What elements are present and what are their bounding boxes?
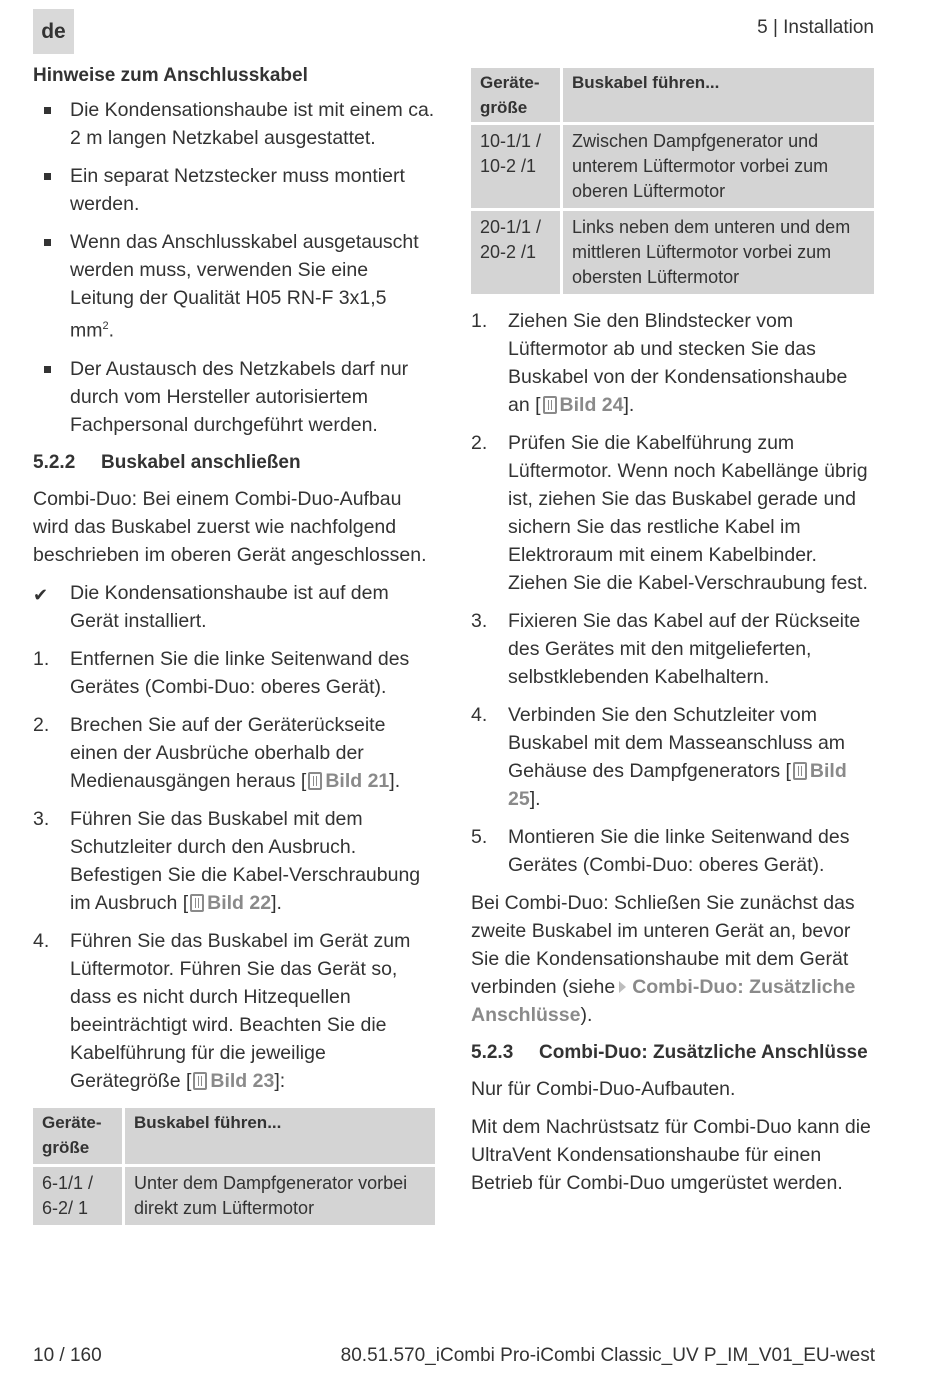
section-number: 5.2.2 bbox=[33, 451, 76, 473]
step-number: 1. bbox=[471, 310, 488, 332]
step-text-end: ]. bbox=[271, 891, 282, 914]
superscript: 2 bbox=[102, 320, 109, 332]
steps-list-left bbox=[33, 645, 435, 1095]
section-number: 5.2.3 bbox=[471, 1042, 514, 1063]
bullet-square-icon bbox=[44, 173, 51, 180]
bullet-square-icon bbox=[44, 366, 51, 373]
combi-duo-note bbox=[471, 889, 874, 1029]
figure-book-icon bbox=[543, 396, 557, 414]
bullet-text: Die Kondensationshaube ist mit einem ca. 2 m langen Netzkabel ausgestattet. bbox=[70, 99, 435, 149]
note-text-end: ). bbox=[580, 1004, 593, 1026]
step-text: Fixieren Sie das Kabel auf der Rückseite des Gerätes mit den mitgelieferten, selbstklebenden Kabelhaltern. bbox=[508, 610, 861, 688]
step-item bbox=[471, 429, 874, 597]
figure-link[interactable]: Bild 22 bbox=[207, 891, 272, 914]
cable-routing-table-large bbox=[468, 65, 877, 297]
table-cell-size: 6-1/1 / 6-2/ 1 bbox=[33, 1167, 122, 1225]
step-text-end: ]: bbox=[274, 1069, 286, 1092]
step-item bbox=[33, 805, 435, 917]
step-number: 4. bbox=[33, 929, 50, 952]
table-row bbox=[471, 211, 874, 294]
table-header-row bbox=[33, 1108, 435, 1164]
precondition-text: Die Kondensationshaube ist auf dem Gerät installiert. bbox=[70, 581, 389, 632]
step-item bbox=[471, 307, 874, 419]
figure-link[interactable]: Bild 25 bbox=[508, 760, 847, 810]
step-text: Prüfen Sie die Kabelführung zum Lüftermotor. Wenn noch Kabellänge übrig ist, ziehen Sie das Buskabel gerade und sichern Sie das restliche Kabel im Elektroraum mit einem Kabelbinder. Ziehen Sie die Kabel-Verschraubung fest. bbox=[508, 432, 868, 594]
section-heading-5-2-2 bbox=[33, 449, 435, 477]
figure-link[interactable]: Bild 21 bbox=[325, 769, 390, 792]
precondition bbox=[33, 579, 435, 635]
table-cell-size: 10-1/1 / 10-2 /1 bbox=[471, 125, 560, 208]
document-id: 80.51.570_iCombi Pro-iCombi Classic_UV P_IM_V01_EU-west bbox=[340, 1345, 875, 1366]
step-text-end: ]. bbox=[623, 394, 635, 416]
step-text: Brechen Sie auf der Geräterückseite einen der Ausbrüche oberhalb der Medienausgängen heraus [ bbox=[70, 713, 386, 792]
bullet-text: Wenn das Anschlusskabel ausgetauscht werden muss, verwenden Sie eine Leitung der Qualität H05 RN-F 3x1,5 mm bbox=[70, 231, 419, 342]
figure-link[interactable]: Bild 24 bbox=[559, 394, 624, 416]
step-text: Verbinden Sie den Schutzleiter vom Buskabel mit dem Masseanschluss am Gehäuse des Dampfgenerators [ bbox=[508, 704, 846, 782]
bullet-text: Der Austausch des Netzkabels darf nur durch vom Hersteller autorisiertem Fachpersonal durchgeführt werden. bbox=[70, 357, 409, 436]
bullet-square-icon bbox=[44, 239, 51, 246]
step-number: 3. bbox=[471, 610, 488, 632]
step-number: 2. bbox=[33, 713, 50, 736]
step-text: Montieren Sie die linke Seitenwand des Gerätes (Combi-Duo: oberes Gerät). bbox=[508, 826, 850, 876]
intro-paragraph: Combi-Duo: Bei einem Combi-Duo-Aufbau wird das Buskabel zuerst wie nachfolgend beschrieben im oberen Gerät angeschlossen. bbox=[33, 487, 427, 566]
table-header-routing: Buskabel führen... bbox=[563, 68, 874, 122]
step-text: Ziehen Sie den Blindstecker vom Lüftermotor ab und stecken Sie das Buskabel von der Kondensationshaube an [ bbox=[508, 310, 848, 416]
figure-book-icon bbox=[193, 1072, 207, 1090]
table-header-size: Geräte-größe bbox=[471, 68, 560, 122]
checkmark-icon: ✔ bbox=[33, 584, 49, 605]
step-item bbox=[471, 823, 874, 879]
step-number: 4. bbox=[471, 704, 488, 726]
table-cell-routing: Zwischen Dampfgenerator und unterem Lüftermotor vorbei zum oberen Lüftermotor bbox=[563, 125, 874, 208]
chapter-header: 5 | Installation bbox=[757, 17, 874, 38]
cable-notes-list bbox=[33, 96, 435, 439]
table-header-row bbox=[471, 68, 874, 122]
table-row bbox=[33, 1167, 435, 1225]
table-cell-routing: Links neben dem unteren und dem mittleren Lüftermotor vorbei zum obersten Lüftermotor bbox=[563, 211, 874, 294]
step-item bbox=[33, 645, 435, 701]
cross-reference-link[interactable]: Combi-Duo: Zusätzliche Anschlüsse bbox=[471, 976, 856, 1026]
right-column bbox=[471, 66, 874, 1197]
cable-routing-table-small bbox=[30, 1105, 438, 1228]
list-item bbox=[33, 162, 435, 218]
cable-notes-heading: Hinweise zum Anschlusskabel bbox=[33, 65, 308, 86]
step-item bbox=[33, 711, 435, 795]
steps-list-right bbox=[471, 307, 874, 879]
left-column bbox=[33, 62, 435, 1228]
figure-link[interactable]: Bild 23 bbox=[210, 1069, 275, 1092]
step-number: 2. bbox=[471, 432, 488, 454]
table-header-routing: Buskabel führen... bbox=[125, 1108, 435, 1164]
table-cell-routing: Unter dem Dampfgenerator vorbei direkt zum Lüftermotor bbox=[125, 1167, 435, 1225]
figure-book-icon bbox=[793, 762, 807, 780]
language-badge: de bbox=[33, 9, 74, 54]
list-item bbox=[33, 96, 435, 152]
step-text-end: ]. bbox=[529, 788, 541, 810]
table-header-size: Geräte-größe bbox=[33, 1108, 122, 1164]
table-row bbox=[471, 125, 874, 208]
step-text-end: ]. bbox=[389, 769, 401, 792]
combi-duo-only-text: Nur für Combi-Duo-Aufbauten. bbox=[471, 1078, 736, 1100]
section-title: Buskabel anschließen bbox=[101, 451, 301, 473]
step-number: 3. bbox=[33, 807, 50, 830]
step-item bbox=[33, 927, 435, 1095]
step-number: 1. bbox=[33, 647, 50, 670]
step-text: Entfernen Sie die linke Seitenwand des Gerätes (Combi-Duo: oberes Gerät). bbox=[70, 647, 410, 698]
figure-book-icon bbox=[308, 772, 322, 790]
retrofit-paragraph: Mit dem Nachrüstsatz für Combi-Duo kann die UltraVent Kondensationshaube für einen Betrieb für Combi-Duo umgerüstet werden. bbox=[471, 1116, 871, 1194]
step-text: Führen Sie das Buskabel im Gerät zum Lüftermotor. Führen Sie das Gerät so, dass es nicht durch Hitzequellen beeinträchtigt wird. Beachten Sie die Kabelführung für die jeweilige Gerätegröße [ bbox=[70, 929, 411, 1092]
section-title: Combi-Duo: Zusätzliche Anschlüsse bbox=[539, 1042, 868, 1063]
step-item bbox=[471, 701, 874, 813]
page-number: 10 / 160 bbox=[33, 1345, 102, 1366]
step-item bbox=[471, 607, 874, 691]
table-cell-size: 20-1/1 / 20-2 /1 bbox=[471, 211, 560, 294]
note-text: Bei Combi-Duo: Schließen Sie zunächst das zweite Buskabel im unteren Gerät an, bevor Sie die Kondensationshaube mit dem Gerät verbinden (siehe bbox=[471, 892, 855, 998]
figure-book-icon bbox=[190, 894, 204, 912]
step-text: Führen Sie das Buskabel mit dem Schutzleiter durch den Ausbruch. Befestigen Sie die Kabel-Verschraubung im Ausbruch [ bbox=[70, 807, 421, 914]
bullet-square-icon bbox=[44, 107, 51, 114]
step-number: 5. bbox=[471, 826, 488, 848]
list-item bbox=[33, 228, 435, 345]
bullet-text: Ein separat Netzstecker muss montiert werden. bbox=[70, 165, 405, 215]
arrow-right-icon bbox=[619, 981, 626, 993]
list-item bbox=[33, 355, 435, 439]
period: . bbox=[108, 319, 115, 342]
section-heading-5-2-3 bbox=[471, 1039, 874, 1067]
